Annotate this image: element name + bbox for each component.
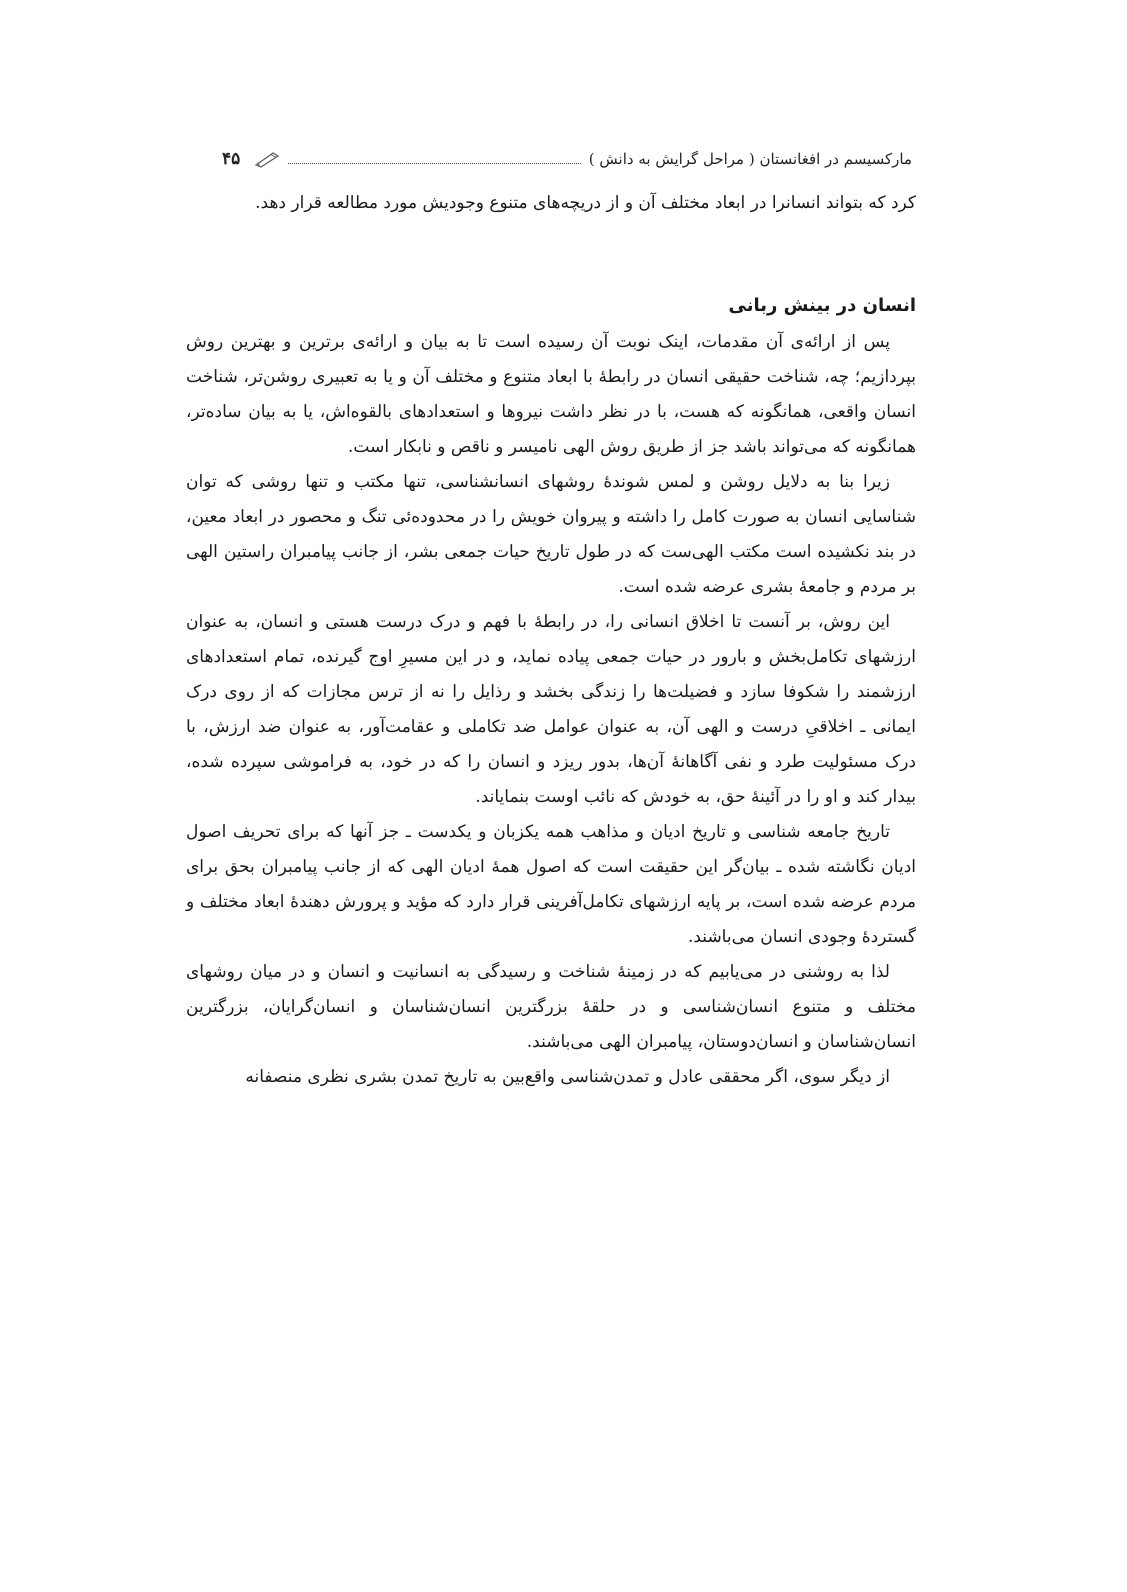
body-paragraph: از دیگر سوی، اگر محققی عادل و تمدن‌شناسی واقع‌بین به تاریخ تمدن بشری نظری منصفانه (245, 1067, 890, 1087)
body-paragraph: تاریخ جامعه شناسی و تاریخ ادیان و مذاهب همه یکزبان و یکدست ـ جز آنها که برای تحریف اصول ادیان نگاشته شده ـ بیان‌گر این حقیقت است که اصول همهٔ ادیان الهی که از جانب پیامبران بحق برای مردم عرضه شده است، بر پایه ارزشهای تکامل‌آفرینی قرار دارد که مؤید و پرورش دهندهٔ ابعاد مختلف و گستردهٔ وجودی انسان می‌باشند. (186, 822, 916, 947)
continuation-paragraph: کرد که بتواند انسانرا در ابعاد مختلف آن و از دریچه‌های متنوع وجودیش مورد مطالعه قرار دهد. (255, 193, 916, 213)
book-title: مارکسیسم در افغانستان ( مراحل گرایش به دانش ) (588, 150, 912, 168)
body-paragraph: پس از ارائه‌ی آن مقدمات، اینک نوبت آن رسیده است تا به بیان و ارائه‌ی برترین و بهترین روش بپردازیم؛ چه، شناخت حقیقی انسان در رابطهٔ با ابعاد متنوع و مختلف آن و یا به تعبیری روشن‌تر، شناخت انسان واقعی، همانگونه که هست، با در نظر داشت نیروها و استعدادهای بالقوه‌اش، یا به بیان ساده‌تر، همانگونه که می‌تواند باشد جز از طریق روش الهی نامیسر و ناقص و نابکار است. (186, 332, 916, 457)
pencil-icon (254, 150, 280, 168)
section-heading: انسان در بینش ربانی (728, 295, 916, 316)
page-body (186, 186, 916, 1095)
body-paragraph: این روش، بر آنست تا اخلاق انسانی را، در رابطهٔ با فهم و درک درست هستی و انسان، به عنوان ارزشهای تکامل‌بخش و بارور در حیات جمعی پیاده نماید، و در این مسیرِ اوج گیرنده، تمام استعدادهای ارزشمند را شکوفا سازد و فضیلت‌ها را زندگی بخشد و رذایل را نه از ترس مجازات که از روی درک ایمانی ـ اخلاقیِ درست و الهی آن، به عنوان عوامل ضد تکاملی و عقامت‌آور، به عنوان ضد ارزش، با درک مسئولیت طرد و نفی آگاهانهٔ آن‌ها، بدور ریزد و انسان را که در خود، به فراموشی سپرده شده، بیدار کند و او را در آئینهٔ حق، به خودش که نائب اوست بنمایاند. (186, 612, 916, 807)
header-dot-leader (288, 151, 581, 164)
body-paragraph: لذا به روشنی در می‌یابیم که در زمینهٔ شناخت و رسیدگی به انسانیت و انسان و در میان روشهای مختلف و متنوع انسان‌شناسی و در حلقهٔ بزرگترین انسان‌شناسان و انسان‌گرایان، بزرگترین انسان‌شناسان و انسان‌دوستان، پیامبران الهی می‌باشند. (186, 962, 916, 1052)
body-paragraph: زیرا بنا به دلایل روشن و لمس شوندهٔ روشهای انسانشناسی، تنها مکتب و تنها روشی که توان شناسایی انسان به صورت کامل را داشته و پیروان خویش را در محدوده‌ئی تنگ و محصور در ابعاد معین، در بند نکشیده است مکتب الهی‌ست که در طول تاریخ حیات جمعی بشر، از جانب پیامبران راستین الهی بر مردم و جامعهٔ بشری عرضه شده است. (186, 472, 916, 597)
page-number: ۴۵ (222, 149, 241, 169)
running-header (222, 146, 912, 172)
